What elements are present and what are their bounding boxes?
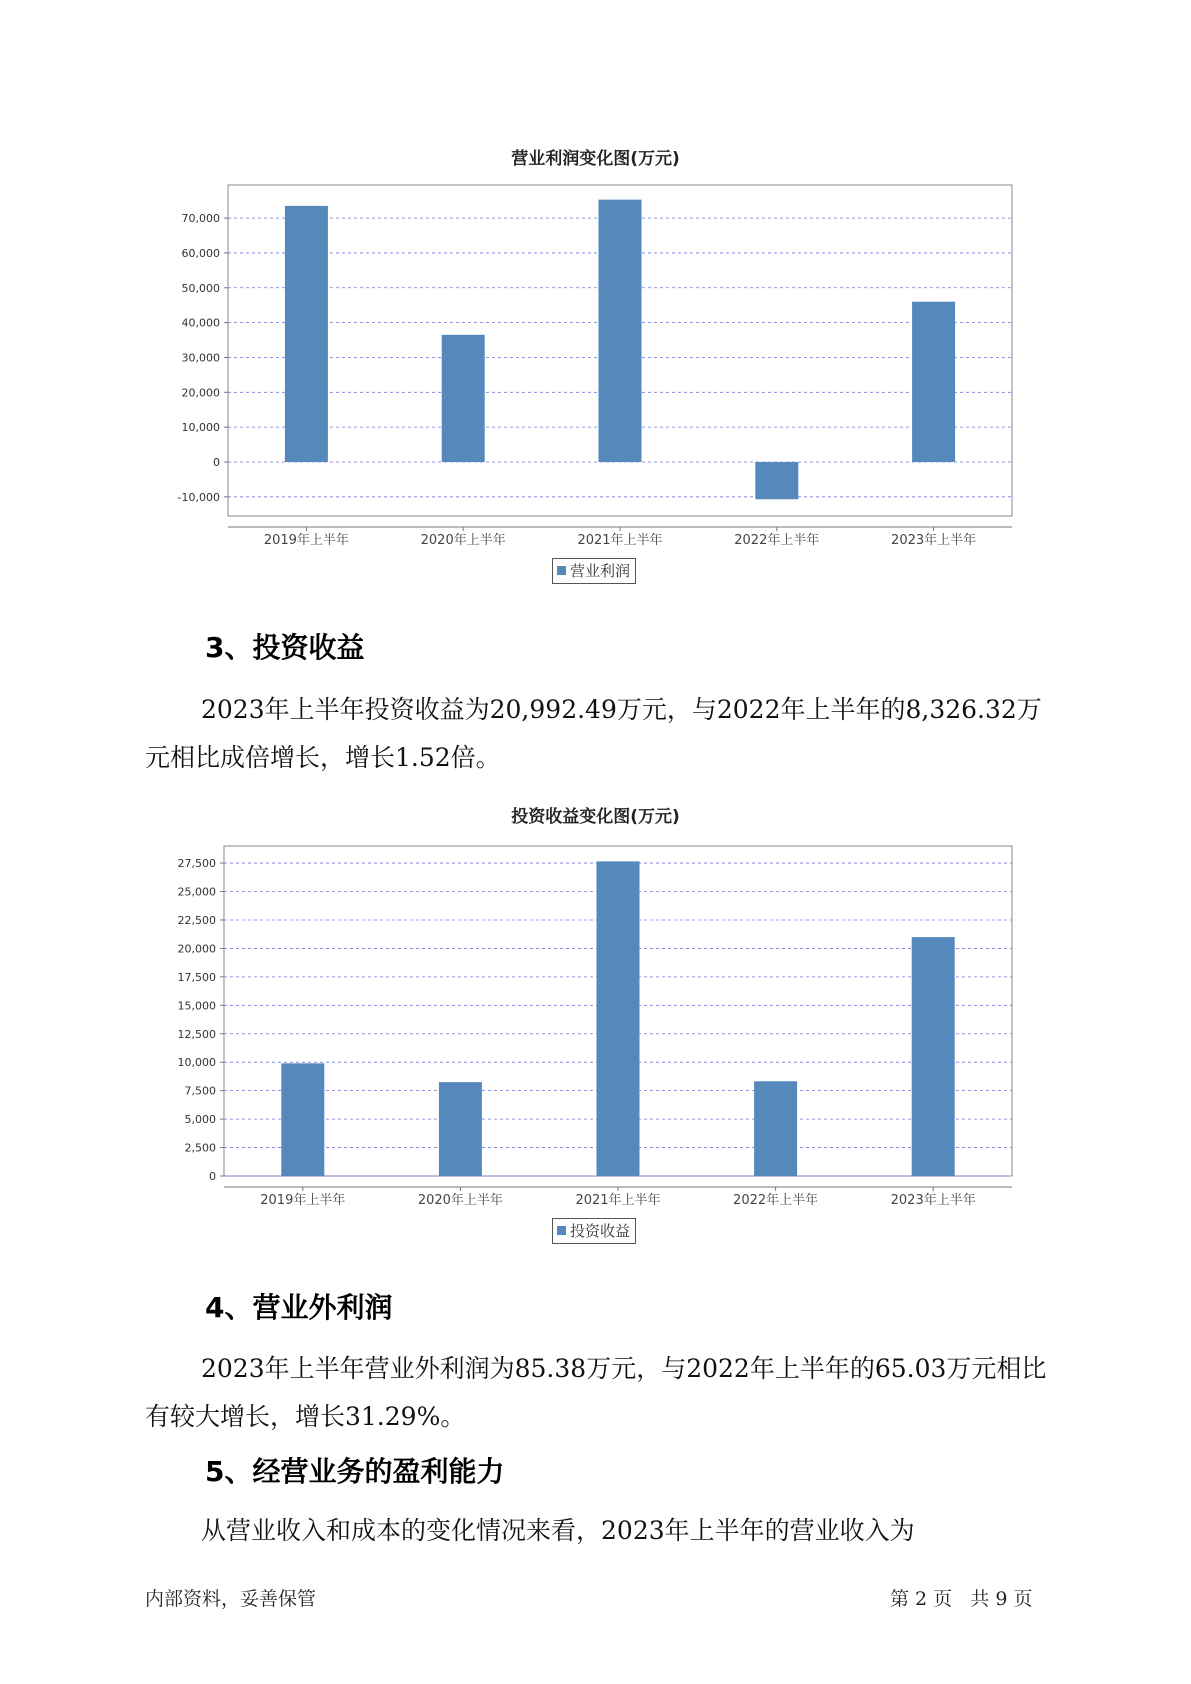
x-tick-label: 2020年上半年 bbox=[420, 533, 506, 548]
x-tick-label: 2019年上半年 bbox=[260, 1193, 346, 1208]
x-tick-label: 2023年上半年 bbox=[890, 1193, 976, 1208]
y-tick-label: 60,000 bbox=[181, 246, 220, 260]
x-tick-label: 2020年上半年 bbox=[417, 1193, 503, 1208]
y-tick-label: 7,500 bbox=[184, 1084, 216, 1098]
y-tick-label: 50,000 bbox=[181, 281, 220, 295]
y-tick-label: 5,000 bbox=[184, 1113, 216, 1127]
x-tick-label: 2022年上半年 bbox=[733, 1193, 819, 1208]
x-tick-label: 2021年上半年 bbox=[575, 1193, 661, 1208]
y-tick-label: 40,000 bbox=[181, 316, 220, 330]
y-tick-label: 17,500 bbox=[177, 970, 216, 984]
bar-2023年上半年 bbox=[912, 937, 955, 1176]
y-tick-label: 30,000 bbox=[181, 351, 220, 365]
chart2-title: 投资收益变化图(万元) bbox=[511, 807, 680, 827]
y-tick-label: 0 bbox=[209, 1170, 216, 1183]
section3-paragraph: 2023年上半年投资收益为20,992.49万元，与2022年上半年的8,326.32万元相比成倍增长，增长1.52倍。 bbox=[145, 695, 1042, 772]
section5-heading: 5、经营业务的盈利能力 bbox=[205, 1455, 505, 1488]
x-tick-label: 2019年上半年 bbox=[263, 533, 349, 548]
section4-heading: 4、营业外利润 bbox=[205, 1291, 393, 1324]
x-tick-label: 2022年上半年 bbox=[734, 533, 820, 548]
y-tick-label: -10,000 bbox=[177, 490, 220, 504]
x-tick-label: 2023年上半年 bbox=[891, 533, 977, 548]
y-tick-label: 70,000 bbox=[181, 212, 220, 226]
footer-page-number: 第 2 页 共 9 页 bbox=[890, 1588, 1033, 1610]
legend-swatch bbox=[557, 1226, 566, 1235]
y-tick-label: 22,500 bbox=[177, 913, 216, 927]
footer-confidential-note: 内部资料，妥善保管 bbox=[145, 1588, 317, 1610]
chart2-legend bbox=[552, 1218, 636, 1244]
y-tick-label: 27,500 bbox=[177, 857, 216, 871]
y-tick-label: 15,000 bbox=[177, 999, 216, 1013]
chart1-title: 营业利润变化图(万元) bbox=[511, 149, 680, 169]
bar-2022年上半年 bbox=[754, 1081, 797, 1176]
y-tick-label: 20,000 bbox=[181, 386, 220, 400]
bar-2020年上半年 bbox=[439, 1082, 482, 1176]
bar-2019年上半年 bbox=[281, 1063, 324, 1176]
bar-2021年上半年 bbox=[597, 861, 640, 1176]
y-tick-label: 20,000 bbox=[177, 942, 216, 956]
chart2-legend-label: 投资收益 bbox=[570, 1222, 631, 1240]
y-tick-label: 12,500 bbox=[177, 1027, 216, 1041]
section5-paragraph: 从营业收入和成本的变化情况来看，2023年上半年的营业收入为 bbox=[201, 1516, 915, 1545]
y-tick-label: 2,500 bbox=[184, 1141, 216, 1155]
section3-heading: 3、投资收益 bbox=[205, 631, 365, 664]
y-tick-label: 10,000 bbox=[181, 421, 220, 435]
y-tick-label: 25,000 bbox=[177, 885, 216, 899]
chart1-legend-label: 营业利润 bbox=[570, 562, 631, 580]
x-tick-label: 2021年上半年 bbox=[577, 533, 663, 548]
y-tick-label: 10,000 bbox=[177, 1056, 216, 1070]
y-tick-label: 0 bbox=[213, 455, 220, 469]
section4-paragraph: 2023年上半年营业外利润为85.38万元，与2022年上半年的65.03万元相比有较大增长，增长31.29%。 bbox=[145, 1354, 1047, 1431]
